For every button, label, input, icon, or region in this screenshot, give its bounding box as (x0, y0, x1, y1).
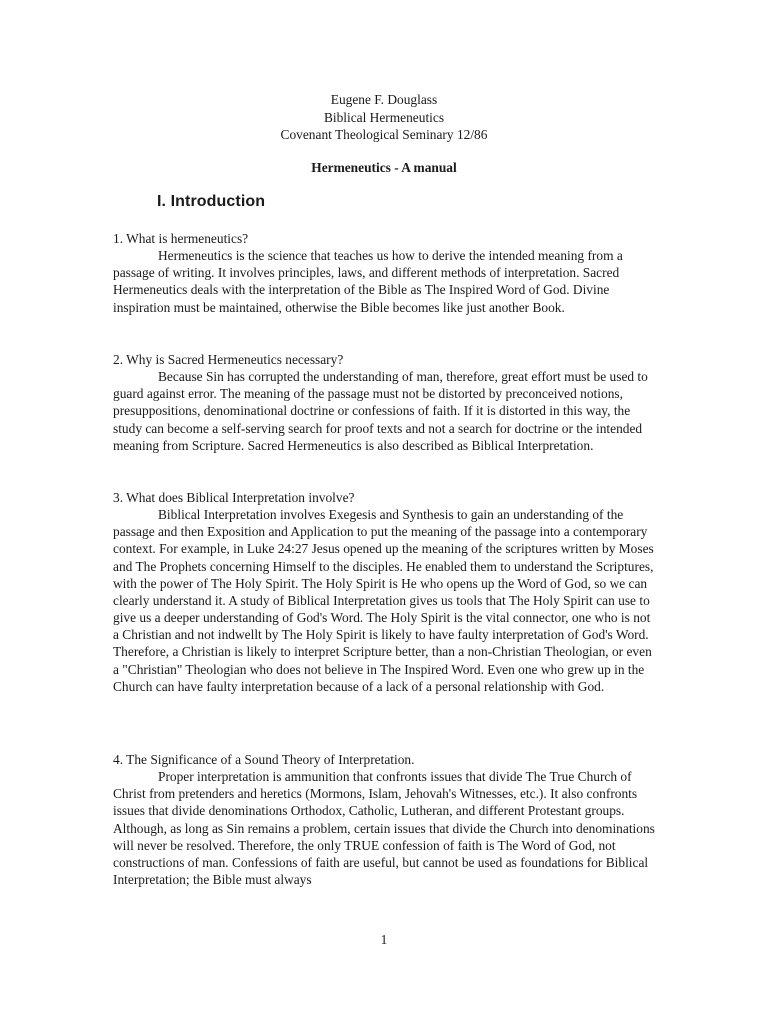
institution-date: Covenant Theological Seminary 12/86 (280, 127, 488, 143)
section-question: 1. What is hermeneutics? (113, 231, 249, 246)
section-body: Biblical Interpretation involves Exegesis and Synthesis to gain an understanding of the passage and then Exposition and Application to put the meaning of the passage into a contemporary context. For example, in Luke 24:27 Jesus opened up the meaning of the scriptures written by Moses and The Prophets concerning Himself to the disciples. He enabled them to understand the Scriptures, with the power of The Holy Spirit. The Holy Spirit is He who opens up the Word of God, so we can clearly understand it. A study of Biblical Interpretation gives us tools that The Holy Spirit can use to give us a deeper understanding of God's Word. The Holy Spirit is the vital connector, one who is not a Christian and not indwellt by The Holy Spirit is likely to have faulty interpretation of God's Word. Therefore, a Christian is likely to interpret Scripture better, than a non-Christian Theologian, or even a "Christian" Theologian who does not believe in The Inspired Word. Even one who grew up in the Church can have faulty interpretation because of a lack of a personal relationship with God. (113, 507, 654, 694)
author-name: Eugene F. Douglass (330, 92, 438, 107)
document-title: Hermeneutics - A manual (311, 160, 457, 175)
section-question: 2. Why is Sacred Hermeneutics necessary? (113, 352, 344, 367)
section-question: 3. What does Biblical Interpretation involve? (113, 490, 355, 505)
course-name: Biblical Hermeneutics (323, 109, 445, 125)
section-4 (113, 751, 657, 888)
page-number: 1 (380, 932, 388, 947)
section-heading: I. Introduction (157, 193, 266, 210)
section-body: Because Sin has corrupted the understanding of man, therefore, great effort must be used to guard against error. The meaning of the passage must not be distorted by preconceived notions, presuppositions, denominational doctrine or confessions of faith. If it is distorted in this way, the study can become a self-serving search for proof texts and not a search for doctrine or the intended meaning from Scripture. Sacred Hermeneutics is also described as Biblical Interpretation. (113, 369, 648, 453)
section-2 (113, 351, 657, 454)
section-body: Proper interpretation is ammunition that confronts issues that divide The True Church of Christ from pretenders and heretics (Mormons, Islam, Jehovah's Witnesses, etc.). It also confronts issues that divide denominations Orthodox, Catholic, Lutheran, and different Protestant groups. Although, as long as Sin remains a problem, certain issues that divide the Church into denominations will never be resolved. Therefore, the only TRUE confession of faith is The Word of God, not constructions of man. Confessions of faith are useful, but cannot be used as foundations for Biblical Interpretation; the Bible must always (113, 769, 655, 888)
section-1 (113, 230, 657, 316)
document-header (0, 91, 768, 144)
section-question: 4. The Significance of a Sound Theory of Interpretation. (113, 752, 415, 767)
section-body: Hermeneutics is the science that teaches us how to derive the intended meaning from a passage of writing. It involves principles, laws, and different methods of interpretation. Sacred Hermeneutics deals with the interpretation of the Bible as The Inspired Word of God. Divine inspiration must be maintained, otherwise the Bible becomes like just another Book. (113, 248, 623, 315)
section-3 (113, 489, 657, 695)
